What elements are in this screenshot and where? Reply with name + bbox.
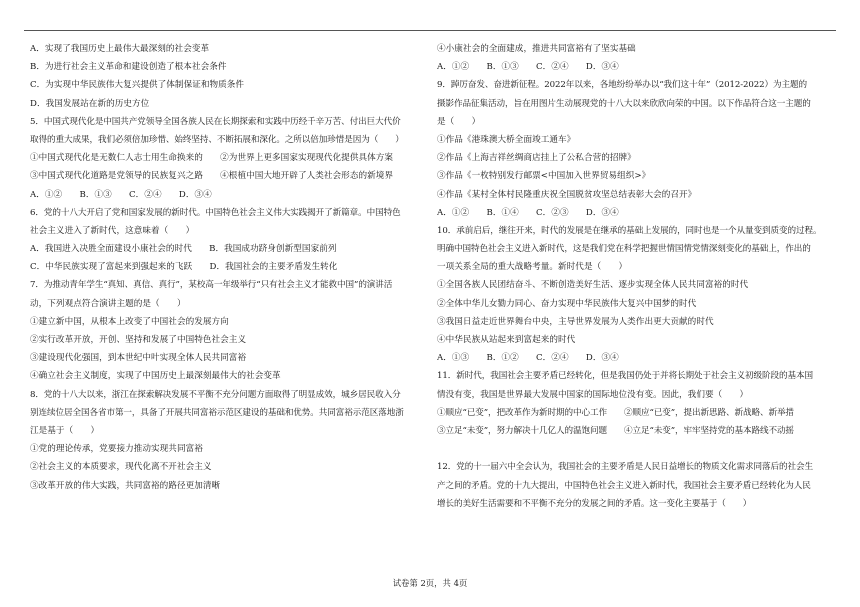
text-line: ④确立社会主义制度，实现了中国历史上最深刻最伟大的社会变革 bbox=[30, 371, 281, 382]
text-line: ①党的理论传承，党要接力推动实现共同富裕 bbox=[30, 444, 203, 455]
text-line: A．①② B．①④ C．②③ D．③④ bbox=[437, 207, 619, 218]
text-line: 8．党的十八大以来，浙江在探索解决发展不平衡不充分问题方面取得了明显成效，城乡居民收入分 bbox=[30, 389, 401, 400]
text-line: D．我国发展站在新的历史方位 bbox=[30, 98, 150, 109]
text-line: 产之间的矛盾。党的十九大提出，中国特色社会主义进入新时代，我国社会主要矛盾已经转化为人民 bbox=[437, 480, 811, 491]
text-line: ③建设现代化强国，到本世纪中叶实现全体人民共同富裕 bbox=[30, 353, 247, 364]
text-line: 10．承前启后，继往开来，时代的发展是在继承的基础上发展的，同时也是一个从量变到质变的过程。 bbox=[437, 225, 822, 236]
page-footer: 试卷第 2页，共 4页 bbox=[392, 578, 468, 588]
text-line: 江是基于（ ） bbox=[30, 425, 100, 436]
text-line: 取得的重大成果，我们必须倍加珍惜、始终坚持、不断拓展和深化。之所以倍加珍惜是因为（ ） bbox=[30, 134, 404, 145]
text-line: A．实现了我国历史上最伟大最深刻的社会变革 bbox=[30, 44, 210, 54]
text-line: 摄影作品征集活动，旨在用图片生动展现党的十八大以来欣欣向荣的中国。以下作品符合这一主题的 bbox=[437, 98, 811, 109]
text-line: ①作品《港珠澳大桥全面竣工通车》 bbox=[437, 134, 576, 145]
text-line: ③立足“未变”，努力解决十几亿人的温饱问题 ④立足“未变”，牢牢坚持党的基本路线不动摇 bbox=[437, 425, 794, 436]
text-line: 5．中国式现代化是中国共产党领导全国各族人民在长期探索和实践中历经千辛万苦、付出巨大代价 bbox=[30, 116, 401, 127]
text-line: C．为实现中华民族伟大复兴提供了体制保证和物质条件 bbox=[30, 80, 245, 91]
text-line: 一项关系全局的重大战略考量。新时代是（ ） bbox=[437, 262, 628, 273]
text-line: 情没有变，我国是世界最大发展中国家的国际地位没有变。因此，我们要（ ） bbox=[437, 389, 749, 400]
text-line: 明确中国特色社会主义进入新时代，这是我们党在科学把握世情国情党情深刻变化的基础上，作出的 bbox=[437, 244, 811, 255]
text-line: ②作品《上海吉祥丝绸商店挂上了公私合营的招牌》 bbox=[437, 153, 636, 164]
text-line: ①顺应“已变”，把改革作为新时期的中心工作 ②顺应“已变”，提出新思路、新战略、新举措 bbox=[437, 407, 794, 418]
text-line: ①全国各族人民团结奋斗、不断创造美好生活、逐步实现全体人民共同富裕的时代 bbox=[437, 280, 749, 291]
text-line: 6．党的十八大开启了党和国家发展的新时代。中国特色社会主义伟大实践揭开了新篇章。中国特色 bbox=[30, 207, 401, 218]
text-line: ④小康社会的全面建成，推进共同富裕有了坚实基础 bbox=[437, 44, 636, 54]
text-line: A．①② B．①③ C．②④ D．③④ bbox=[30, 189, 212, 200]
text-line: 11．新时代，我国社会主要矛盾已经转化，但是我国仍处于并将长期处于社会主义初级阶段的基本国 bbox=[437, 371, 813, 382]
text-line: 社会主义进入了新时代，这意味着（ ） bbox=[30, 225, 195, 236]
text-line: B．为进行社会主义革命和建设创造了根本社会条件 bbox=[30, 62, 227, 73]
text-line: ③我国日益走近世界舞台中央，主导世界发展为人类作出更大贡献的时代 bbox=[437, 316, 714, 327]
right-column bbox=[437, 40, 832, 513]
text-line: A．①② B．①③ C．②④ D．③④ bbox=[437, 62, 619, 73]
text-line: C．中华民族实现了富起来到强起来的飞跃 D．我国社会的主要矛盾发生转化 bbox=[30, 262, 338, 273]
text-line: 7．为推动青年学生“真知、真信、真行”，某校高一年级举行“只有社会主义才能救中国”的演讲活 bbox=[30, 280, 393, 291]
text-line: 别连续位居全国各省市第一，具备了开展共同富裕示范区建设的基础和优势。共同富裕示范区落地浙 bbox=[30, 407, 404, 418]
text-line: 9．踔厉奋发、奋进新征程。2022年以来，各地纷纷举办以“我们这十年”（2012-2022）为主题的 bbox=[437, 80, 807, 91]
left-column bbox=[30, 40, 425, 495]
text-line: A．①③ B．①② C．②④ D．③④ bbox=[437, 353, 619, 364]
text-line: 12．党的十一届六中全会认为，我国社会的主要矛盾是人民日益增长的物质文化需求同落后的社会生 bbox=[437, 462, 813, 473]
text-line: 动，下列观点符合演讲主题的是（ ） bbox=[30, 298, 186, 309]
text-line: 是（ ） bbox=[437, 116, 481, 127]
text-line: ③作品《一枚特别发行邮票<中国加入世界贸易组织>》 bbox=[437, 171, 651, 182]
text-line: ①中国式现代化是无数仁人志士用生命换来的 ②为世界上更多国家实现现代化提供具体方案 bbox=[30, 153, 394, 164]
text-line: ④中华民族从站起来到富起来的时代 bbox=[437, 335, 576, 345]
text-line: ①建立新中国，从根本上改变了中国社会的发展方向 bbox=[30, 316, 229, 327]
text-line: 增长的美好生活需要和不平衡不充分的发展之间的矛盾。这一变化主要基于（ ） bbox=[437, 498, 752, 509]
text-line: ③改革开放的伟大实践，共同富裕的路径更加清晰 bbox=[30, 480, 221, 491]
text-line: ②实行改革开放，开创、坚持和发展了中国特色社会主义 bbox=[30, 335, 247, 345]
spacer-line bbox=[437, 440, 832, 458]
text-line: ③中国式现代化道路是党领导的民族复兴之路 ④根植中国大地开辟了人类社会形态的新境界 bbox=[30, 171, 394, 182]
text-line: ②全体中华儿女勠力同心、奋力实现中华民族伟大复兴中国梦的时代 bbox=[437, 298, 697, 309]
text-line: ④作品《某村全体村民隆重庆祝全国脱贫攻坚总结表彰大会的召开》 bbox=[437, 189, 697, 200]
text-line: ②社会主义的本质要求，现代化离不开社会主义 bbox=[30, 462, 212, 473]
text-line: A．我国进入决胜全面建设小康社会的时代 B．我国成功跻身创新型国家前列 bbox=[30, 244, 337, 255]
header-rule bbox=[24, 30, 836, 31]
